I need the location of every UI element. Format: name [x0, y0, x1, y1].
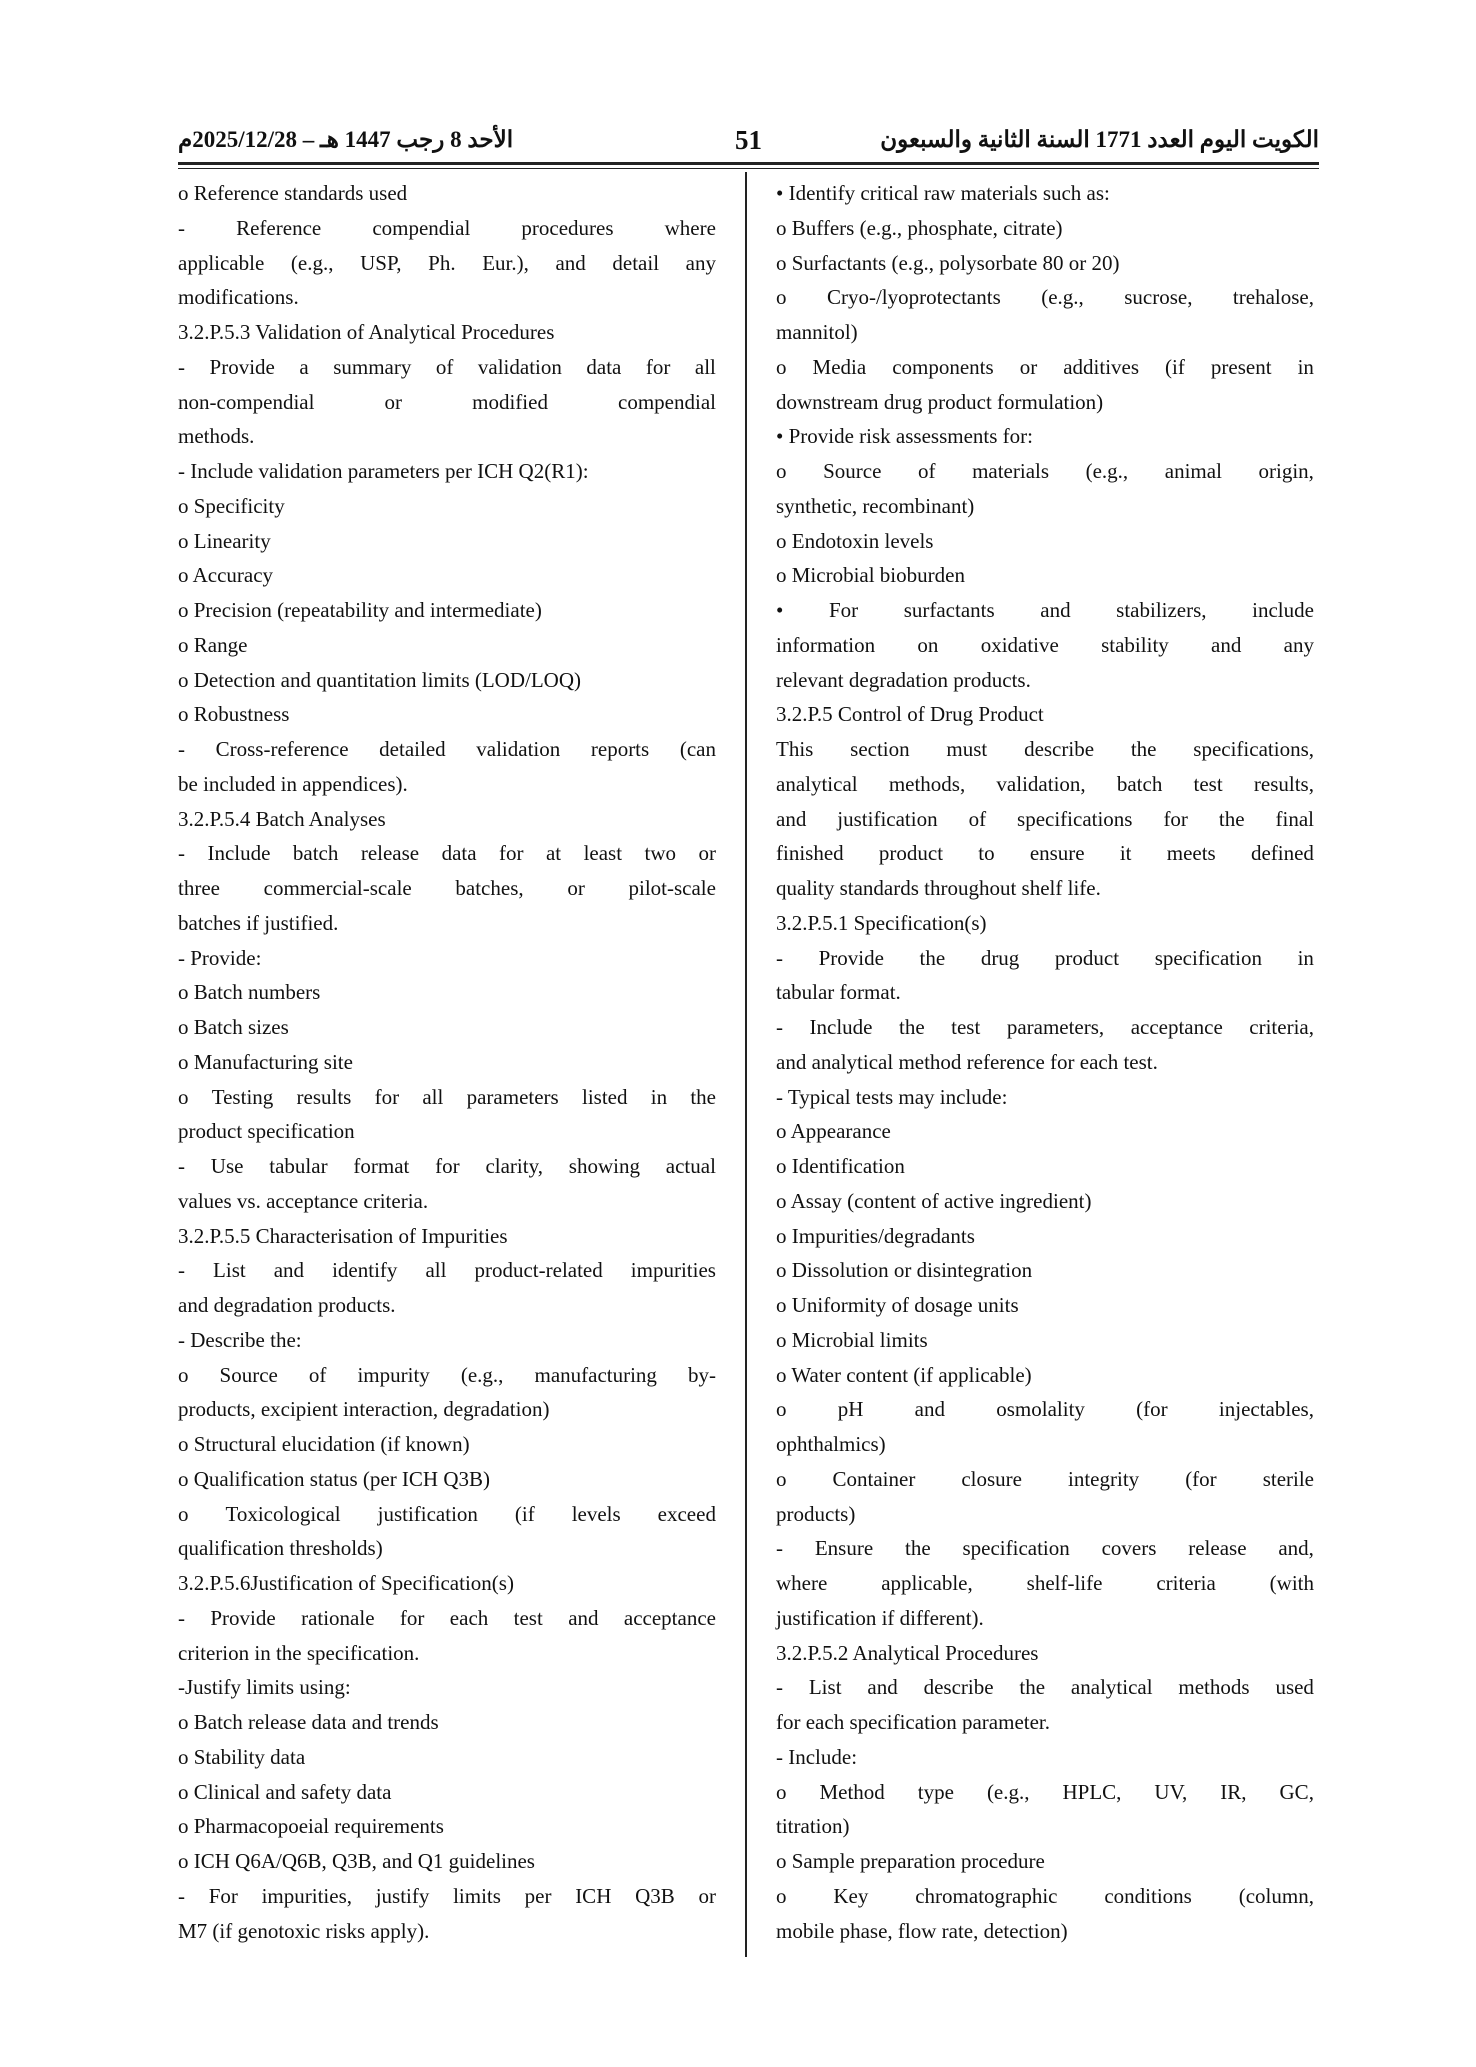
- text-line: synthetic, recombinant): [776, 493, 975, 518]
- text-line: This section must describe the specifications,: [776, 737, 1314, 761]
- text-line: o Sample preparation procedure: [776, 1849, 1045, 1873]
- text-line: - Provide:: [178, 945, 262, 970]
- text-line: batches if justified.: [178, 910, 339, 935]
- text-line: o Stability data: [178, 1744, 306, 1769]
- text-line: products, excipient interaction, degradation): [178, 1397, 550, 1422]
- text-line: o Water content (if applicable): [776, 1362, 1032, 1387]
- text-line: o Clinical and safety data: [178, 1779, 392, 1804]
- text-line: relevant degradation products.: [776, 667, 1031, 692]
- text-line: - List and identify all product-related impurities: [178, 1258, 716, 1283]
- text-line: o Assay (content of active ingredient): [776, 1188, 1092, 1213]
- left-column: [178, 176, 716, 1948]
- text-line: o Testing results for all parameters listed in the: [178, 1084, 716, 1109]
- text-line: tabular format.: [776, 980, 901, 1005]
- header-date: الأحد 8 رجب 1447 هـ – 2025/12/28م: [178, 127, 514, 152]
- text-line: o Precision (repeatability and intermediate): [178, 598, 542, 622]
- text-line: titration): [776, 1814, 850, 1839]
- text-line: o Cryo-/lyoprotectants (e.g., sucrose, trehalose,: [776, 285, 1314, 310]
- text-line: - Include the test parameters, acceptance criteria,: [776, 1015, 1314, 1039]
- text-line: o Structural elucidation (if known): [178, 1432, 470, 1456]
- text-line: - Ensure the specification covers release and,: [776, 1536, 1314, 1561]
- page-number: 51: [735, 125, 762, 155]
- text-line: o Source of materials (e.g., animal origin,: [776, 459, 1314, 483]
- text-line: ophthalmics): [776, 1432, 886, 1456]
- text-line: o Container closure integrity (for sterile: [776, 1466, 1314, 1491]
- text-line: -Justify limits using:: [178, 1675, 351, 1700]
- text-line: o Key chromatographic conditions (column,: [776, 1883, 1314, 1908]
- text-line: o Reference standards used: [178, 181, 408, 205]
- text-line: products): [776, 1501, 856, 1526]
- text-line: finished product to ensure it meets defined: [776, 841, 1314, 866]
- text-line: - Provide rationale for each test and acceptance: [178, 1605, 716, 1630]
- text-line: - List and describe the analytical methods used: [776, 1675, 1314, 1700]
- text-line: M7 (if genotoxic risks apply).: [178, 1918, 430, 1943]
- text-line: o Appearance: [776, 1119, 891, 1144]
- text-line: three commercial-scale batches, or pilot-scale: [178, 876, 716, 900]
- header-rule-thin: [178, 168, 1319, 169]
- text-line: justification if different).: [776, 1605, 984, 1630]
- text-line: o Dissolution or disintegration: [776, 1258, 1033, 1283]
- text-line: o Batch sizes: [178, 1015, 289, 1039]
- text-line: criterion in the specification.: [178, 1640, 420, 1665]
- text-line: qualification thresholds): [178, 1536, 383, 1561]
- text-line: - Provide a summary of validation data for all: [178, 354, 716, 379]
- text-line: values vs. acceptance criteria.: [178, 1188, 429, 1213]
- text-line: 3.2.P.5.2 Analytical Procedures: [776, 1640, 1039, 1665]
- text-line: • Identify critical raw materials such as:: [776, 181, 1110, 205]
- text-line: and justification of specifications for the final: [776, 806, 1314, 831]
- text-line: quality standards throughout shelf life.: [776, 876, 1101, 900]
- text-line: 3.2.P.5 Control of Drug Product: [776, 702, 1044, 727]
- text-line: • Provide risk assessments for:: [776, 424, 1033, 449]
- text-line: o Qualification status (per ICH Q3B): [178, 1466, 491, 1491]
- text-line: o Buffers (e.g., phosphate, citrate): [776, 215, 1063, 240]
- text-line: o Media components or additives (if present in: [776, 354, 1314, 379]
- text-line: o Microbial bioburden: [776, 563, 965, 588]
- text-line: o Toxicological justification (if levels exceed: [178, 1501, 716, 1526]
- text-line: o Batch release data and trends: [178, 1710, 439, 1734]
- text-line: - Provide the drug product specification in: [776, 945, 1314, 970]
- text-line: o pH and osmolality (for injectables,: [776, 1397, 1314, 1422]
- right-column: [776, 176, 1314, 1948]
- text-line: information on oxidative stability and any: [776, 632, 1314, 657]
- text-line: o Linearity: [178, 528, 271, 553]
- text-line: - Include validation parameters per ICH Q2(R1):: [178, 459, 589, 483]
- text-line: o Manufacturing site: [178, 1049, 353, 1074]
- text-line: applicable (e.g., USP, Ph. Eur.), and detail any: [178, 250, 716, 275]
- text-line: mannitol): [776, 320, 858, 344]
- text-line: - Include batch release data for at least two or: [178, 841, 716, 866]
- text-line: methods.: [178, 424, 255, 449]
- text-line: o Specificity: [178, 493, 285, 518]
- text-line: - For impurities, justify limits per ICH Q3B or: [178, 1883, 716, 1908]
- page-header: [178, 120, 1319, 160]
- header-rule-thick: [178, 162, 1319, 165]
- text-line: • For surfactants and stabilizers, include: [776, 598, 1314, 622]
- text-line: where applicable, shelf-life criteria (with: [776, 1571, 1314, 1595]
- text-line: and degradation products.: [178, 1293, 396, 1317]
- text-line: o Robustness: [178, 702, 290, 727]
- column-divider: [745, 172, 747, 1957]
- text-line: o Microbial limits: [776, 1327, 928, 1352]
- text-line: 3.2.P.5.6Justification of Specification(s): [178, 1571, 514, 1595]
- text-line: - Use tabular format for clarity, showing actual: [178, 1154, 716, 1178]
- text-line: o Accuracy: [178, 563, 274, 588]
- text-line: 3.2.P.5.3 Validation of Analytical Procedures: [178, 320, 555, 344]
- text-line: o ICH Q6A/Q6B, Q3B, and Q1 guidelines: [178, 1849, 535, 1873]
- text-line: analytical methods, validation, batch test results,: [776, 771, 1314, 796]
- text-line: for each specification parameter.: [776, 1710, 1051, 1734]
- text-line: o Impurities/degradants: [776, 1223, 975, 1248]
- text-line: o Detection and quantitation limits (LOD/LOQ): [178, 667, 581, 692]
- text-line: 3.2.P.5.5 Characterisation of Impurities: [178, 1223, 508, 1248]
- text-line: o Identification: [776, 1154, 905, 1178]
- text-line: non-compendial or modified compendial: [178, 389, 716, 414]
- text-line: 3.2.P.5.4 Batch Analyses: [178, 806, 386, 831]
- text-line: o Method type (e.g., HPLC, UV, IR, GC,: [776, 1779, 1314, 1804]
- text-line: - Describe the:: [178, 1327, 302, 1352]
- text-line: 3.2.P.5.1 Specification(s): [776, 910, 987, 935]
- text-line: - Cross-reference detailed validation reports (can: [178, 737, 716, 761]
- text-line: - Reference compendial procedures where: [178, 215, 716, 240]
- text-line: o Surfactants (e.g., polysorbate 80 or 20): [776, 250, 1120, 275]
- text-line: o Endotoxin levels: [776, 528, 934, 553]
- text-line: be included in appendices).: [178, 771, 408, 796]
- text-line: modifications.: [178, 285, 299, 310]
- text-line: o Range: [178, 632, 248, 657]
- text-line: o Pharmacopoeial requirements: [178, 1814, 444, 1839]
- text-line: o Uniformity of dosage units: [776, 1293, 1019, 1317]
- text-line: downstream drug product formulation): [776, 389, 1104, 414]
- text-line: and analytical method reference for each test.: [776, 1049, 1158, 1074]
- text-line: o Batch numbers: [178, 980, 321, 1005]
- text-line: - Typical tests may include:: [776, 1084, 1008, 1109]
- header-publication: الكويت اليوم العدد 1771 السنة الثانية والسبعون: [880, 127, 1319, 152]
- text-line: product specification: [178, 1119, 355, 1144]
- text-line: mobile phase, flow rate, detection): [776, 1918, 1068, 1943]
- text-line: - Include:: [776, 1744, 858, 1769]
- text-line: o Source of impurity (e.g., manufacturing by-: [178, 1362, 716, 1387]
